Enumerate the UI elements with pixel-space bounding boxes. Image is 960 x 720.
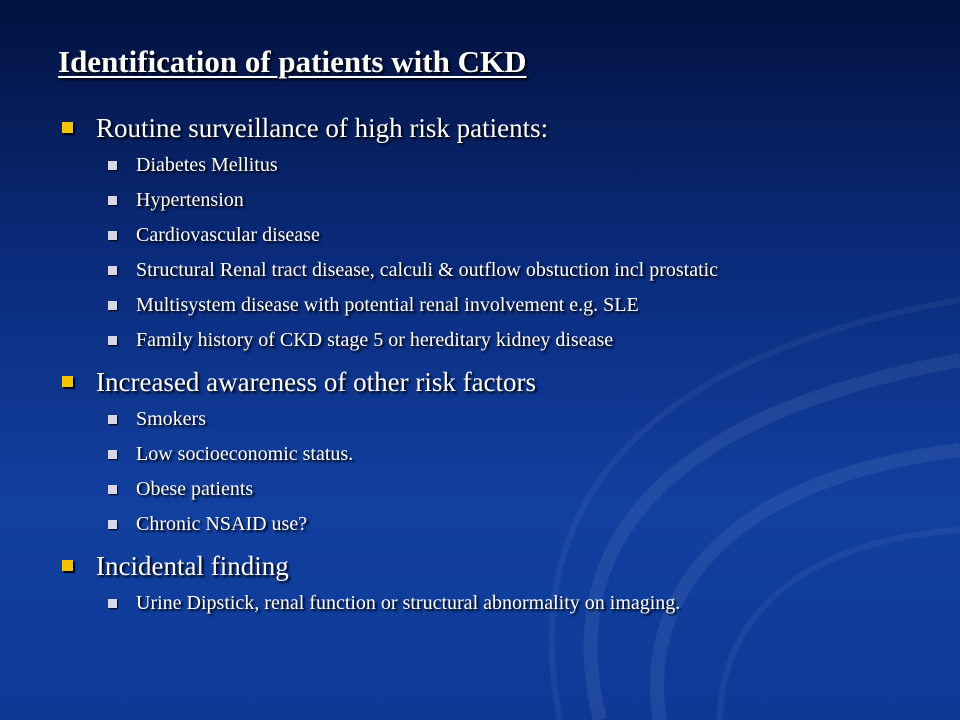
sub-bullet-square-icon (108, 599, 117, 608)
bullet-square-icon (62, 376, 73, 387)
sub-bullet-square-icon (108, 196, 117, 205)
sub-bullet-square-icon (108, 336, 117, 345)
sub-bullet-text: Structural Renal tract disease, calculi & outflow obstuction incl prostatic (136, 259, 719, 281)
sub-bullet-square-icon (108, 415, 117, 424)
sub-bullet-socioeconomic (58, 437, 938, 472)
bullet-text: Routine surveillance of high risk patients: (96, 113, 549, 143)
sub-bullet-square-icon (108, 520, 117, 529)
sub-bullet-text: Family history of CKD stage 5 or hereditary kidney disease (136, 329, 614, 351)
sub-bullet-text: Cardiovascular disease (136, 224, 320, 246)
bullet-square-icon (62, 122, 73, 133)
slide-title: Identification of patients with CKD (58, 44, 527, 79)
sub-bullet-text: Hypertension (136, 189, 244, 211)
sub-bullet-square-icon (108, 266, 117, 275)
bullet-text: Increased awareness of other risk factors (96, 367, 537, 397)
sub-bullet-text: Smokers (136, 408, 206, 430)
sub-bullet-text: Multisystem disease with potential renal involvement e.g. SLE (136, 294, 639, 316)
sub-bullet-square-icon (108, 485, 117, 494)
sub-bullet-hypertension (58, 183, 938, 218)
slide-content (58, 108, 938, 621)
sub-bullet-obese (58, 472, 938, 507)
sub-bullet-family-history (58, 323, 938, 358)
bullet-square-icon (62, 560, 73, 571)
sub-bullet-square-icon (108, 301, 117, 310)
sub-bullet-square-icon (108, 450, 117, 459)
sub-bullet-urine-dipstick (58, 586, 938, 621)
sub-bullet-nsaid (58, 507, 938, 542)
sub-bullet-square-icon (108, 161, 117, 170)
bullet-increased-awareness (58, 362, 938, 402)
sub-bullet-text: Obese patients (136, 478, 254, 500)
bullet-text: Incidental finding (96, 551, 289, 581)
sub-bullet-smokers (58, 402, 938, 437)
bullet-incidental-finding (58, 546, 938, 586)
sub-bullet-square-icon (108, 231, 117, 240)
sub-bullet-multisystem (58, 288, 938, 323)
bullet-routine-surveillance (58, 108, 938, 148)
sub-bullet-text: Chronic NSAID use? (136, 513, 308, 535)
sub-bullet-text: Urine Dipstick, renal function or structural abnormality on imaging. (136, 592, 681, 614)
sub-bullet-diabetes (58, 148, 938, 183)
sub-bullet-text: Low socioeconomic status. (136, 443, 354, 465)
sub-bullet-cardiovascular (58, 218, 938, 253)
sub-bullet-structural-renal (58, 253, 938, 288)
sub-bullet-text: Diabetes Mellitus (136, 154, 278, 176)
